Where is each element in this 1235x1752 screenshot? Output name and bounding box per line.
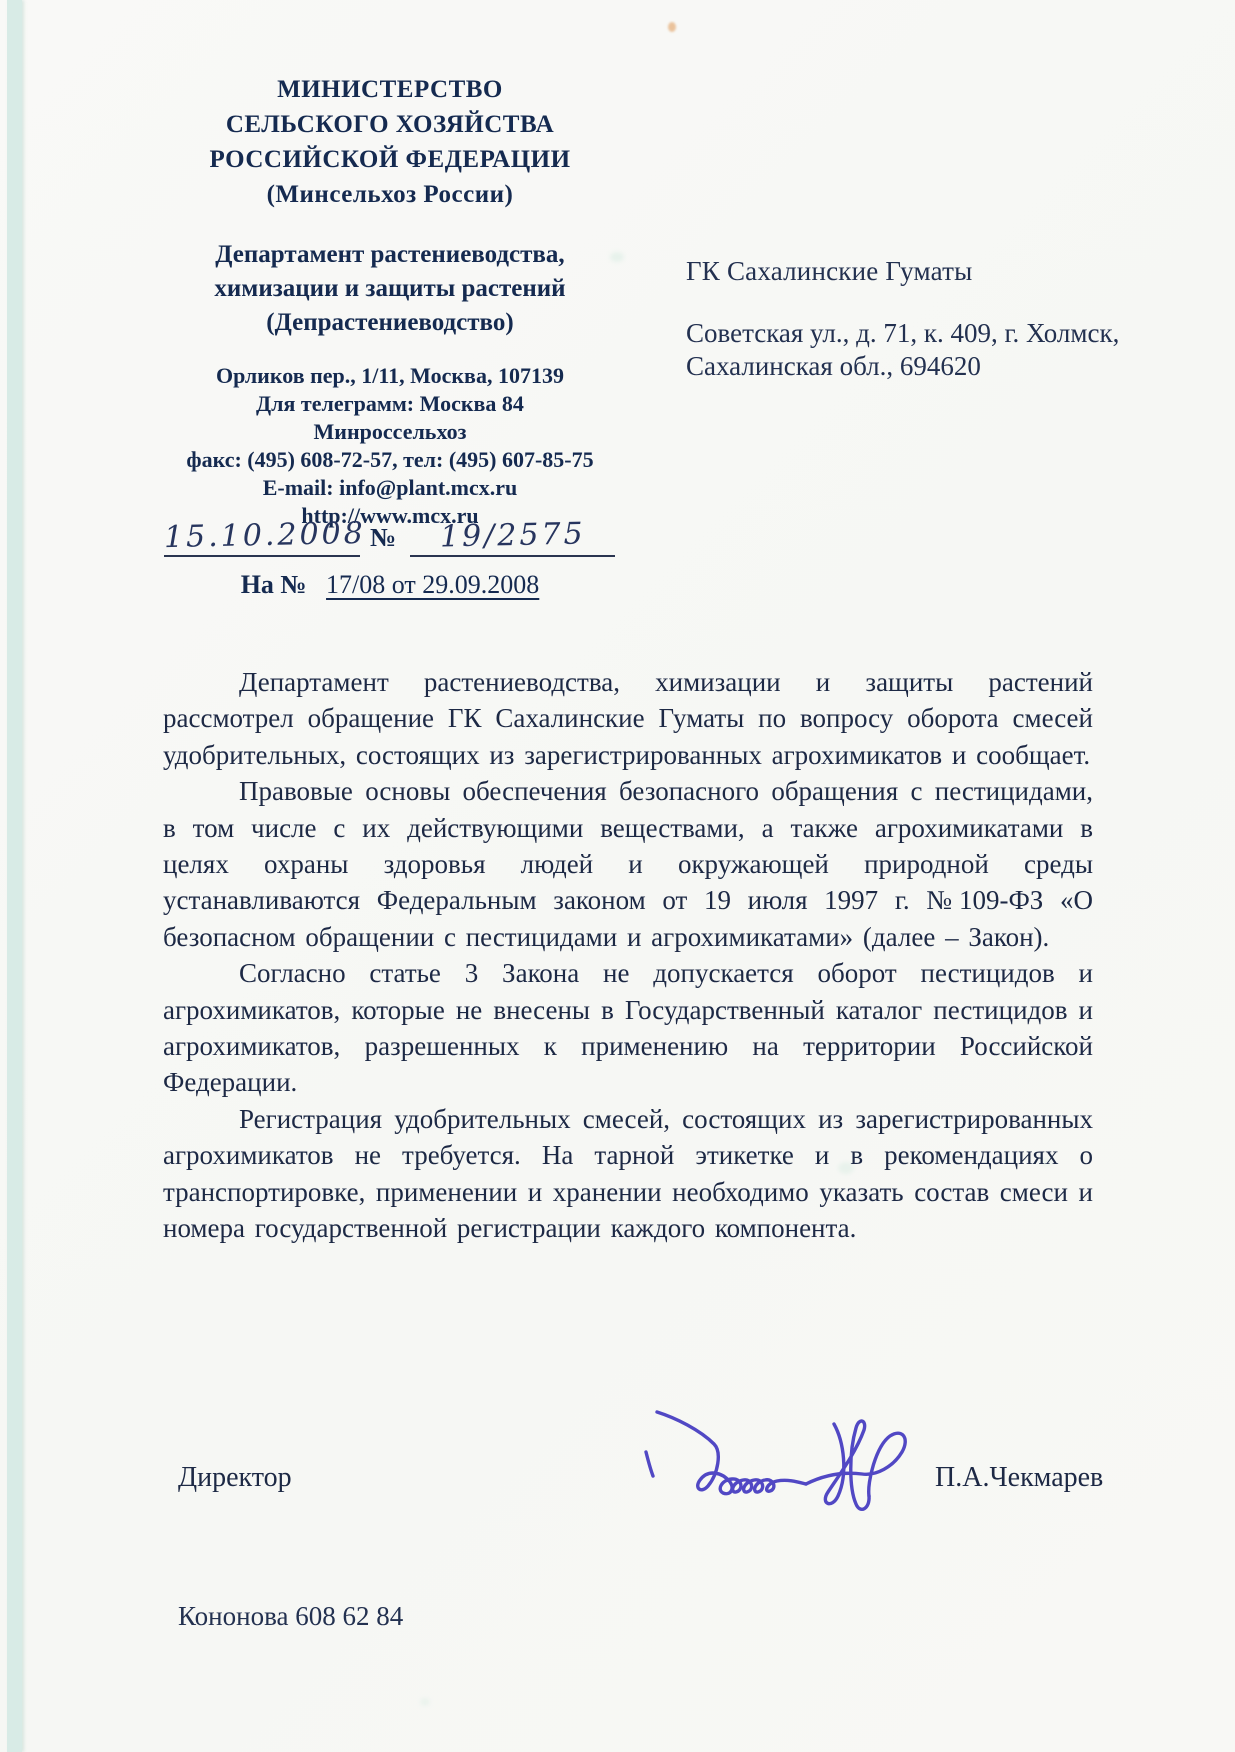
ministry-name [130, 72, 650, 212]
contact-email-line: E-mail: info@plant.mcx.ru [262, 475, 518, 500]
scan-speck [905, 642, 916, 651]
reply-reference-row [130, 570, 650, 600]
recipient-address-line1: Советская ул., д. 71, к. 409, г. Холмск, [686, 318, 1120, 348]
reply-label: На № [240, 570, 307, 599]
contact-info [130, 362, 650, 530]
handwritten-number: 19/2575 [439, 516, 586, 555]
recipient-address [686, 317, 1126, 383]
recipient-name: ГК Сахалинские Гуматы [686, 256, 973, 286]
signer-title: Директор [178, 1462, 292, 1493]
contact-website-line: http://www.mcx.ru [301, 503, 479, 528]
outgoing-number-field [410, 518, 615, 557]
letter-body [163, 664, 1093, 1247]
contact-phone-line: факс: (495) 608-72-57, тел: (495) 607-85-75 [186, 447, 594, 472]
department-name [130, 238, 650, 340]
body-paragraph: Регистрация удобрительных смесей, состоящих из зарегистрированных агрохимикатов не требуется. На тарной этикетке и в рекомендациях о транспортировке, применении и хранении необходимо указать состав смеси и номера государственной регистрации каждого компонента. [163, 1103, 1093, 1244]
body-paragraph: Правовые основы обеспечения безопасного обращения с пестицидами, в том числе с их действующими веществами, а также агрохимикатами в целях охраны здоровья людей и окружающей природной среды устанавливаются Федеральным законом от 19 июля 1997 г. №109-ФЗ «О безопасном обращении с пестицидами и агрохимикатами» (далее – Закон). [163, 776, 1093, 952]
outgoing-date-field [163, 515, 367, 557]
number-sign: № [370, 523, 397, 552]
handwritten-date: 15.10.2008 [163, 515, 367, 556]
signer-name: П.А.Чекмарев [935, 1462, 1104, 1493]
department-line: Департамент растениеводства, [215, 241, 565, 268]
scan-edge-strip [7, 0, 22, 1752]
ministry-line: (Минсельхоз России) [266, 181, 514, 208]
recipient-block [686, 256, 1126, 383]
ministry-line: СЕЛЬСКОГО ХОЗЯЙСТВА [225, 111, 555, 138]
recipient-address-line2: Сахалинская обл., 694620 [686, 351, 981, 381]
contact-telegram-line2: Минроссельхоз [313, 419, 467, 444]
body-paragraph: Согласно статье 3 Закона не допускается оборот пестицидов и агрохимикатов, которые не внесены в Государственный каталог пестицидов и агрохимикатов, разрешенных к применению на территории Российской Федерации. [163, 958, 1093, 1098]
body-paragraph: Департамент растениеводства, химизации и защиты растений рассмотрел обращение ГК Сахалинские Гуматы по вопросу оборота смесей удобрительных, состоящих из зарегистрированных агрохимикатов и сообщает. [163, 667, 1093, 770]
executor-contact: Кононова 608 62 84 [178, 1601, 404, 1631]
scan-speck [420, 1698, 430, 1706]
contact-telegram-line: Для телеграмм: Москва 84 [256, 391, 524, 416]
department-line: химизации и защиты растений [214, 275, 566, 302]
department-line: (Депрастениеводство) [266, 309, 514, 336]
ministry-line: МИНИСТЕРСТВО [277, 76, 503, 103]
scan-dot-artifact [668, 22, 676, 32]
reply-value: 17/08 от 29.09.2008 [326, 570, 540, 599]
signature-ink [638, 1390, 938, 1522]
ministry-line: РОССИЙСКОЙ ФЕДЕРАЦИИ [209, 146, 571, 173]
contact-address-line: Орликов пер., 1/11, Москва, 107139 [216, 363, 564, 388]
sender-block [130, 72, 650, 530]
